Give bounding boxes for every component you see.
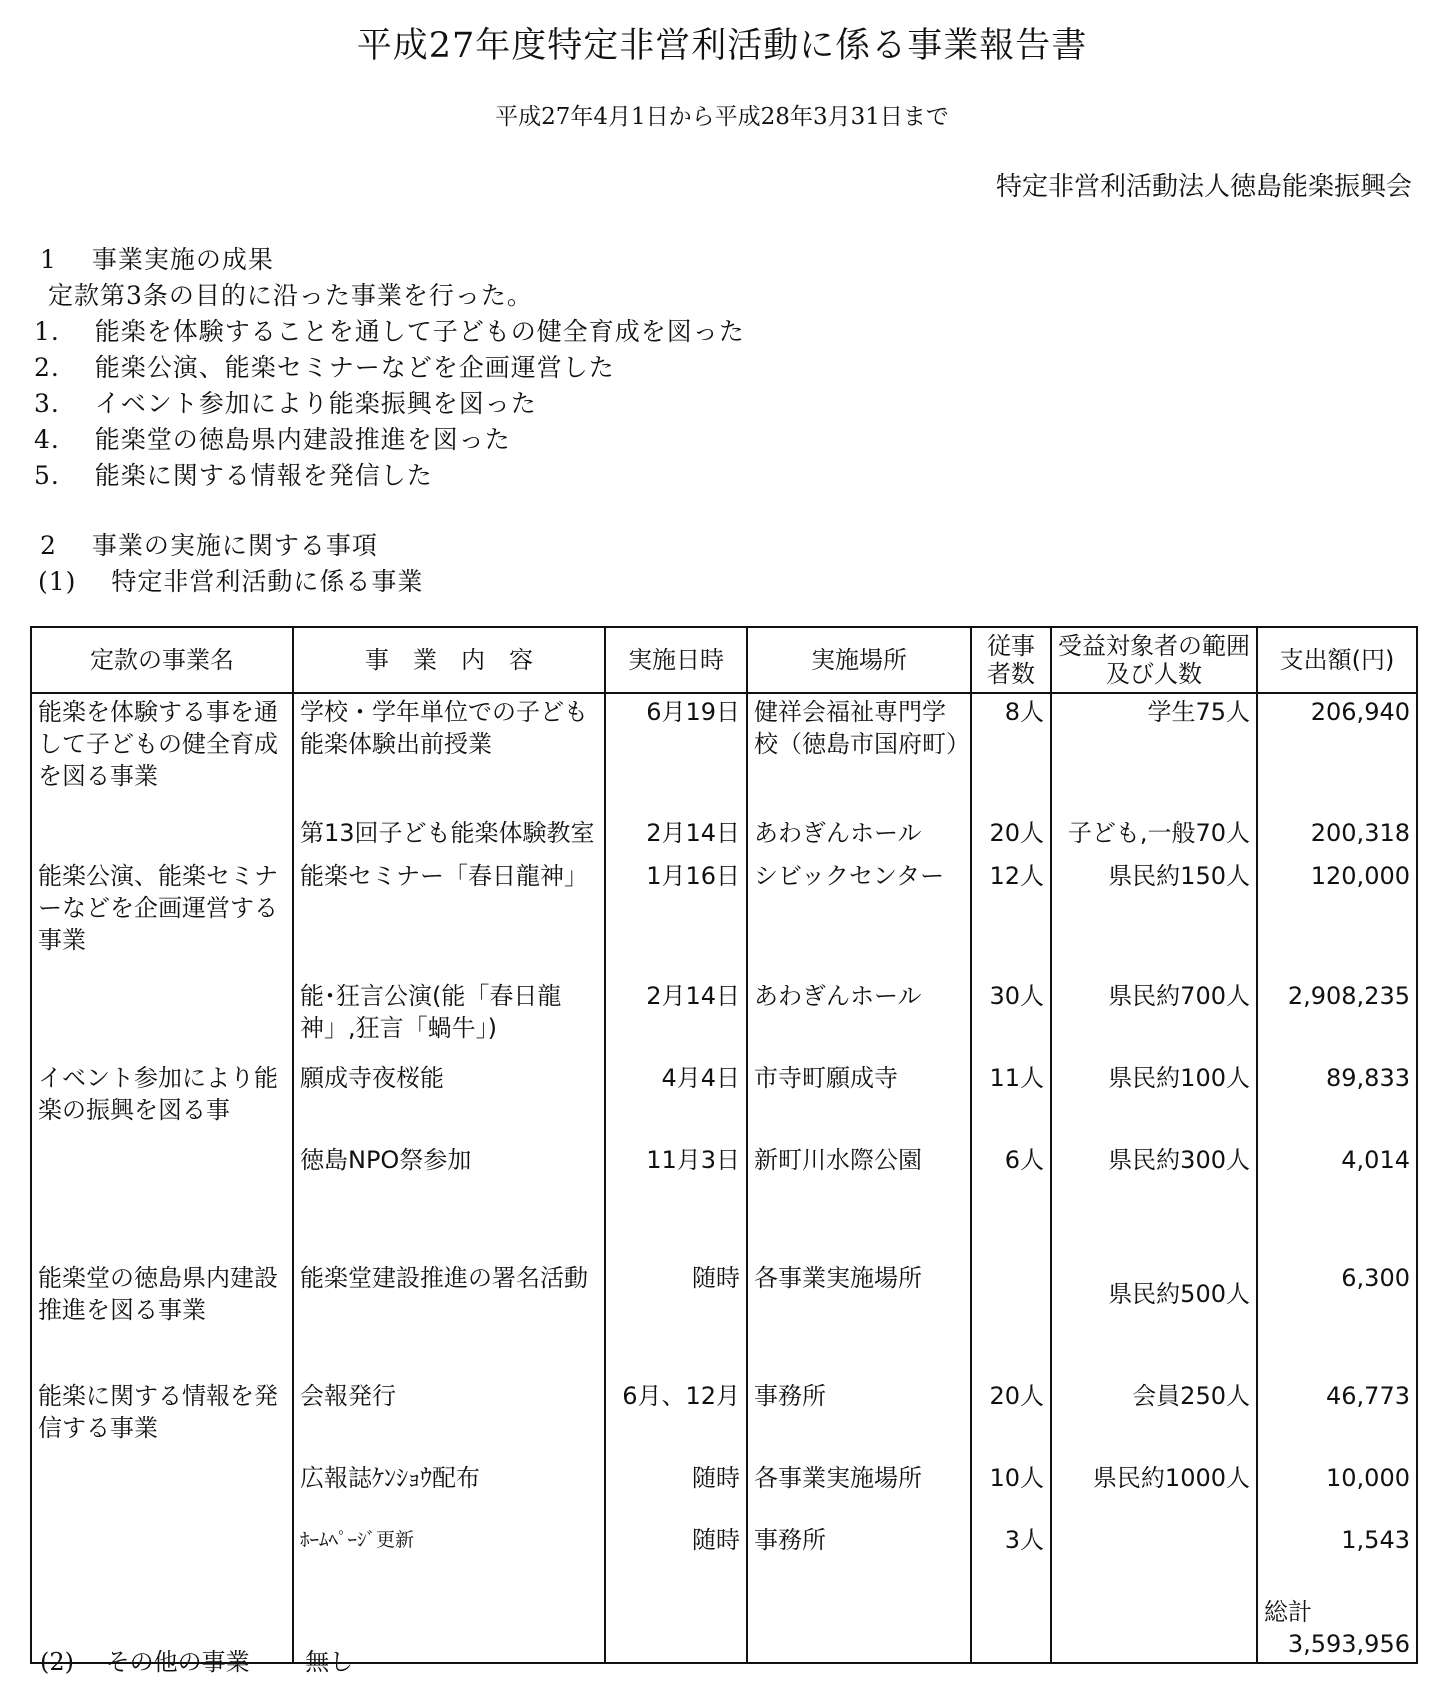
header-category: 定款の事業名 [31,627,293,693]
total-value: 3,593,956 [1287,1630,1410,1658]
cell-place: 各事業実施場所 [747,1460,971,1522]
cell-category [31,1522,293,1580]
cell-content: 能楽セミナー「春日龍神」 [293,858,605,978]
cell-beneficiaries: 県民約700人 [1051,978,1257,1060]
cell-beneficiaries: 学生75人 [1051,693,1257,815]
cell-category [31,1460,293,1522]
cell-staff: 20人 [971,815,1051,858]
cell-content: 願成寺夜桜能 [293,1060,605,1142]
table-row [31,1378,1417,1460]
cell-staff [971,1260,1051,1378]
cell-place: あわぎんホール [747,978,971,1060]
total-cell [1257,1580,1417,1663]
reporting-period: 平成27年4月1日から平成28年3月31日まで [495,104,949,130]
header-expense: 支出額(円) [1257,627,1417,693]
table-row [31,978,1417,1060]
cell-beneficiaries [1051,1522,1257,1580]
cell-category: 能楽堂の徳島県内建設推進を図る事業 [31,1260,293,1378]
cell-beneficiaries: 県民約500人 [1051,1260,1257,1378]
cell-beneficiaries: 県民約300人 [1051,1142,1257,1260]
cell-date: 2月14日 [605,978,747,1060]
cell-expense: 1,543 [1257,1522,1417,1580]
cell-date: 随時 [605,1460,747,1522]
cell-staff: 6人 [971,1142,1051,1260]
cell-expense: 4,014 [1257,1142,1417,1260]
cell-content: 学校・学年単位での子ども能楽体験出前授業 [293,693,605,815]
cell-expense: 200,318 [1257,815,1417,858]
section2-subheading: (1) 特定非営利活動に係る事業 [38,567,424,596]
cell-expense: 120,000 [1257,858,1417,978]
achievement-item-2: 2. 能楽公演、能楽セミナーなどを企画運営した [34,353,615,382]
total-label: 総計 [1264,1598,1312,1626]
cell-expense: 10,000 [1257,1460,1417,1522]
cell-content: 広報誌ｹﾝｼｮｳ配布 [293,1460,605,1522]
cell-content: 徳島NPO祭参加 [293,1142,605,1260]
cell-beneficiaries: 県民約150人 [1051,858,1257,978]
cell-category: 能楽に関する情報を発信する事業 [31,1378,293,1460]
header-staff: 従事者数 [971,627,1051,693]
cell-place: 事務所 [747,1522,971,1580]
section1-intro: 定款第3条の目的に沿った事業を行った。 [48,281,533,310]
cell-date: 随時 [605,1260,747,1378]
header-place: 実施場所 [747,627,971,693]
cell-expense: 206,940 [1257,693,1417,815]
table-row [31,693,1417,815]
section1-heading: 1 事業実施の成果 [40,245,274,274]
cell-staff: 30人 [971,978,1051,1060]
achievement-item-5: 5. 能楽に関する情報を発信した [34,461,433,490]
cell-staff: 11人 [971,1060,1051,1142]
cell-date: 2月14日 [605,815,747,858]
cell-content: 能楽堂建設推進の署名活動 [293,1260,605,1378]
section2-heading: 2 事業の実施に関する事項 [40,531,378,560]
header-content: 事 業 内 容 [293,627,605,693]
cell-category: 能楽公演、能楽セミナーなどを企画運営する事業 [31,858,293,978]
cell-category: 能楽を体験する事を通して子どもの健全育成を図る事業 [31,693,293,815]
cell-date: 4月4日 [605,1060,747,1142]
table-row [31,1142,1417,1260]
cell-date: 6月19日 [605,693,747,815]
table-row [31,815,1417,858]
cell-staff: 10人 [971,1460,1051,1522]
cell-place: 新町川水際公園 [747,1142,971,1260]
activity-table [30,626,1418,1664]
achievement-item-4: 4. 能楽堂の徳島県内建設推進を図った [34,425,511,454]
cell-expense: 2,908,235 [1257,978,1417,1060]
cell-expense: 89,833 [1257,1060,1417,1142]
cell-place: 市寺町願成寺 [747,1060,971,1142]
achievement-item-3: 3. イベント参加により能楽振興を図った [34,389,537,418]
cell-date: 随時 [605,1522,747,1580]
header-date: 実施日時 [605,627,747,693]
cell-expense: 46,773 [1257,1378,1417,1460]
cell-staff: 20人 [971,1378,1051,1460]
cell-expense: 6,300 [1257,1260,1417,1378]
document-title: 平成27年度特定非営利活動に係る事業報告書 [356,26,1088,66]
cell-category [31,815,293,858]
cell-place: シビックセンター [747,858,971,978]
other-projects-line: (2) その他の事業 無し [40,1648,354,1676]
cell-category: イベント参加により能楽の振興を図る事 [31,1060,293,1142]
table-row [31,1060,1417,1142]
table-header-row [31,627,1417,693]
table-row [31,1522,1417,1580]
cell-staff: 12人 [971,858,1051,978]
cell-date: 1月16日 [605,858,747,978]
cell-content: 能･狂言公演(能「春日龍神」,狂言「蝸牛」) [293,978,605,1060]
table-row [31,1260,1417,1378]
cell-place: 事務所 [747,1378,971,1460]
cell-date: 6月、12月 [605,1378,747,1460]
cell-place: 各事業実施場所 [747,1260,971,1378]
cell-beneficiaries: 県民約100人 [1051,1060,1257,1142]
cell-content: 会報発行 [293,1378,605,1460]
cell-content: 第13回子ども能楽体験教室 [293,815,605,858]
table-row [31,858,1417,978]
cell-place: あわぎんホール [747,815,971,858]
header-beneficiaries: 受益対象者の範囲及び人数 [1051,627,1257,693]
cell-content: ﾎｰﾑﾍﾟｰｼﾞ更新 [293,1522,605,1580]
cell-staff: 8人 [971,693,1051,815]
cell-category [31,1142,293,1260]
organization-name: 特定非営利活動法人徳島能楽振興会 [995,172,1412,202]
cell-date: 11月3日 [605,1142,747,1260]
cell-beneficiaries: 子ども,一般70人 [1051,815,1257,858]
achievement-item-1: 1. 能楽を体験することを通して子どもの健全育成を図った [34,317,745,346]
cell-staff: 3人 [971,1522,1051,1580]
cell-category [31,978,293,1060]
table-row [31,1460,1417,1522]
cell-beneficiaries: 県民約1000人 [1051,1460,1257,1522]
cell-place: 健祥会福祉専門学校（徳島市国府町） [747,693,971,815]
cell-beneficiaries: 会員250人 [1051,1378,1257,1460]
